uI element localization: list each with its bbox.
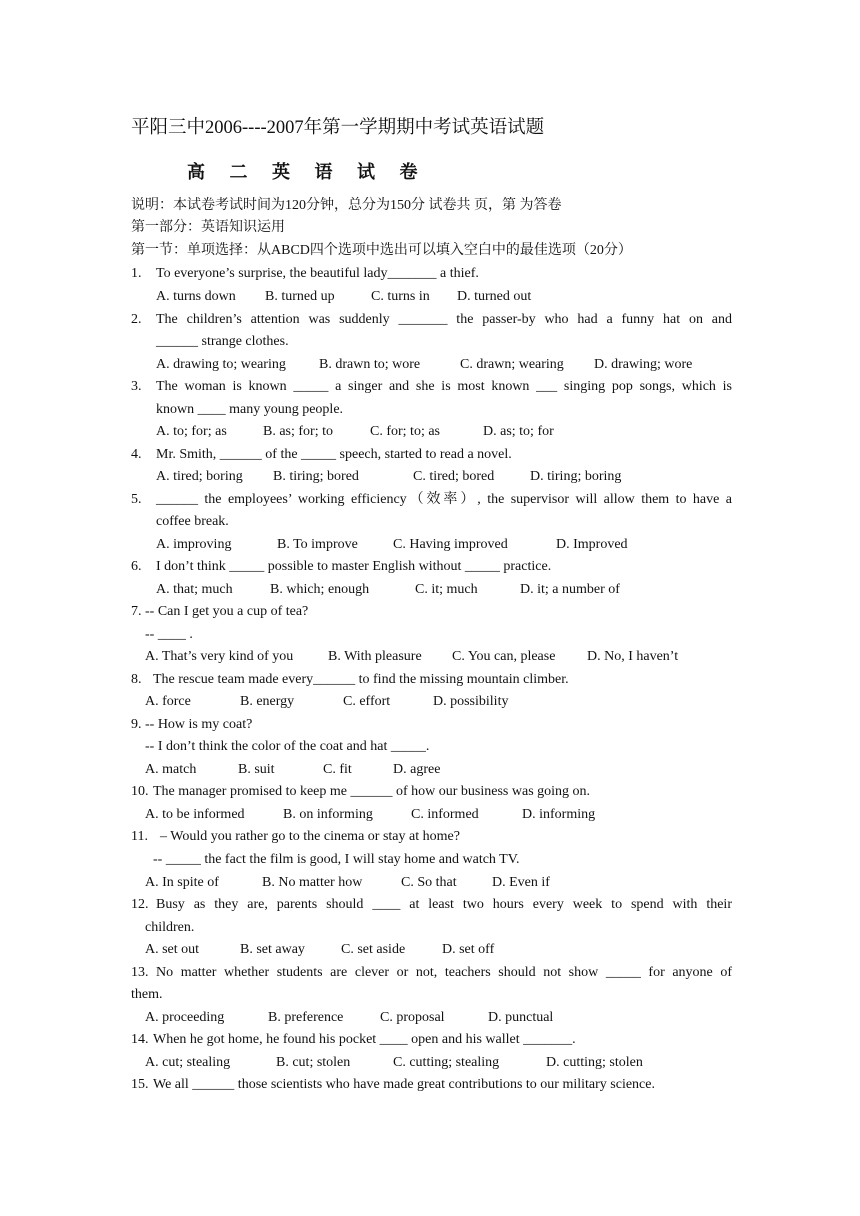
answer-option: B. on informing: [283, 807, 373, 822]
question-stem: -- Can I get you a cup of tea?: [145, 604, 309, 619]
answer-option: A. that; much: [156, 582, 233, 597]
question-stem: The children’s attention was suddenly _______ the passer-by who had a funny hat on and: [156, 312, 732, 327]
answer-option: C. So that: [401, 875, 457, 890]
question-stem: The rescue team made every______ to find the missing mountain climber.: [153, 672, 569, 687]
question-number: 11.: [131, 829, 148, 844]
answer-option: A. cut; stealing: [145, 1055, 231, 1070]
answer-option: D. Even if: [492, 875, 550, 890]
answer-option: A. proceeding: [145, 1010, 225, 1025]
answer-option: B. cut; stolen: [276, 1055, 351, 1070]
answer-option: D. punctual: [488, 1010, 554, 1025]
answer-option: C. fit: [323, 762, 352, 777]
answer-option: A. tired; boring: [156, 469, 243, 484]
answer-option: B. With pleasure: [328, 649, 422, 664]
question-stem: To everyone’s surprise, the beautiful lady_______ a thief.: [156, 266, 479, 281]
answer-option: C. proposal: [380, 1010, 445, 1025]
answer-option: C. You can, please: [452, 649, 556, 664]
answer-option: C. effort: [343, 694, 391, 709]
question-number: 10.: [131, 784, 149, 799]
question-stem-continued: known ____ many young people.: [156, 402, 344, 417]
question-number: 7.: [131, 604, 142, 619]
answer-option: B. turned up: [265, 289, 335, 304]
answer-option: C. it; much: [415, 582, 478, 597]
answer-option: A. to; for; as: [156, 424, 227, 439]
question-number: 15.: [131, 1077, 149, 1092]
answer-option: B. preference: [268, 1010, 344, 1025]
answer-option: C. Having improved: [393, 537, 508, 552]
answer-option: B. which; enough: [270, 582, 370, 597]
answer-option: B. set away: [240, 942, 305, 957]
part-heading: 第一部分：英语知识运用: [131, 220, 285, 235]
question-number: 1.: [131, 266, 142, 281]
question-stem: We all ______ those scientists who have made great contributions to our military science.: [153, 1077, 655, 1092]
question-stem: When he got home, he found his pocket ____ open and his wallet _______.: [153, 1032, 576, 1047]
question-stem: Mr. Smith, ______ of the _____ speech, started to read a novel.: [156, 447, 512, 462]
question-number: 5.: [131, 492, 142, 507]
section-heading: 第一节：单项选择：从ABCD四个选项中选出可以填入空白中的最佳选项（20分）: [131, 243, 632, 258]
question-stem-continued: -- ____ .: [145, 627, 193, 642]
question-stem: No matter whether students are clever or not, teachers should not show _____ for anyone of: [156, 965, 732, 980]
answer-option: D. tiring; boring: [530, 469, 622, 484]
answer-option: A. to be informed: [145, 807, 245, 822]
question-number: 12.: [131, 897, 149, 912]
answer-option: B. drawn to; wore: [319, 357, 421, 372]
question-number: 6.: [131, 559, 142, 574]
question-number: 3.: [131, 379, 142, 394]
answer-option: B. No matter how: [262, 875, 363, 890]
answer-option: C. informed: [411, 807, 479, 822]
question-number: 14.: [131, 1032, 149, 1047]
answer-option: D. set off: [442, 942, 495, 957]
answer-option: B. energy: [240, 694, 295, 709]
answer-option: D. informing: [522, 807, 596, 822]
answer-option: B. tiring; bored: [273, 469, 359, 484]
answer-option: A. turns down: [156, 289, 236, 304]
answer-option: B. suit: [238, 762, 275, 777]
question-stem-continued: coffee break.: [156, 514, 229, 529]
answer-option: B. as; for; to: [263, 424, 333, 439]
answer-option: D. Improved: [556, 537, 628, 552]
question-stem: ______ the employees’ working efficiency（效率）, the supervisor will allow them to have a: [156, 492, 732, 507]
question-stem: Busy as they are, parents should ____ at least two hours every week to spend with their: [156, 897, 732, 912]
answer-option: A. drawing to; wearing: [156, 357, 286, 372]
question-stem-continued: -- _____ the fact the film is good, I will stay home and watch TV.: [153, 852, 520, 867]
question-stem: -- How is my coat?: [145, 717, 253, 732]
answer-option: D. as; to; for: [483, 424, 554, 439]
question-stem: – Would you rather go to the cinema or stay at home?: [160, 829, 460, 844]
question-number: 8.: [131, 672, 142, 687]
answer-option: C. drawn; wearing: [460, 357, 564, 372]
answer-option: C. set aside: [341, 942, 406, 957]
answer-option: D. drawing; wore: [594, 357, 693, 372]
question-stem-continued: them.: [131, 987, 163, 1002]
question-stem-continued: children.: [145, 920, 195, 935]
question-stem: I don’t think _____ possible to master English without _____ practice.: [156, 559, 552, 574]
question-number: 4.: [131, 447, 142, 462]
answer-option: D. possibility: [433, 694, 509, 709]
answer-option: C. tired; bored: [413, 469, 495, 484]
question-stem: The woman is known _____ a singer and she is most known ___ singing pop songs, which is: [156, 379, 732, 394]
question-number: 13.: [131, 965, 149, 980]
answer-option: D. No, I haven’t: [587, 649, 679, 664]
answer-option: D. cutting; stolen: [546, 1055, 643, 1070]
exam-instructions: 说明：本试卷考试时间为120分钟，总分为150分 试卷共 页，第 为答卷: [131, 198, 562, 213]
answer-option: A. In spite of: [145, 875, 219, 890]
question-number: 9.: [131, 717, 142, 732]
answer-option: A. set out: [145, 942, 200, 957]
answer-option: B. To improve: [277, 537, 358, 552]
answer-option: D. turned out: [457, 289, 532, 304]
answer-option: A. That’s very kind of you: [145, 649, 294, 664]
answer-option: D. it; a number of: [520, 582, 620, 597]
question-number: 2.: [131, 312, 142, 327]
question-stem-continued: -- I don’t think the color of the coat and hat _____.: [145, 739, 430, 754]
question-stem-continued: ______ strange clothes.: [156, 334, 289, 349]
exam-subtitle: 高 二 英 语 试 卷: [187, 162, 428, 182]
question-stem: The manager promised to keep me ______ of how our business was going on.: [153, 784, 591, 799]
answer-option: D. agree: [393, 762, 441, 777]
answer-option: C. cutting; stealing: [393, 1055, 500, 1070]
answer-option: A. force: [145, 694, 191, 709]
answer-option: A. improving: [156, 537, 232, 552]
exam-title: 平阳三中2006----2007年第一学期期中考试英语试题: [131, 118, 545, 138]
answer-option: C. for; to; as: [370, 424, 440, 439]
answer-option: A. match: [145, 762, 197, 777]
answer-option: C. turns in: [371, 289, 430, 304]
